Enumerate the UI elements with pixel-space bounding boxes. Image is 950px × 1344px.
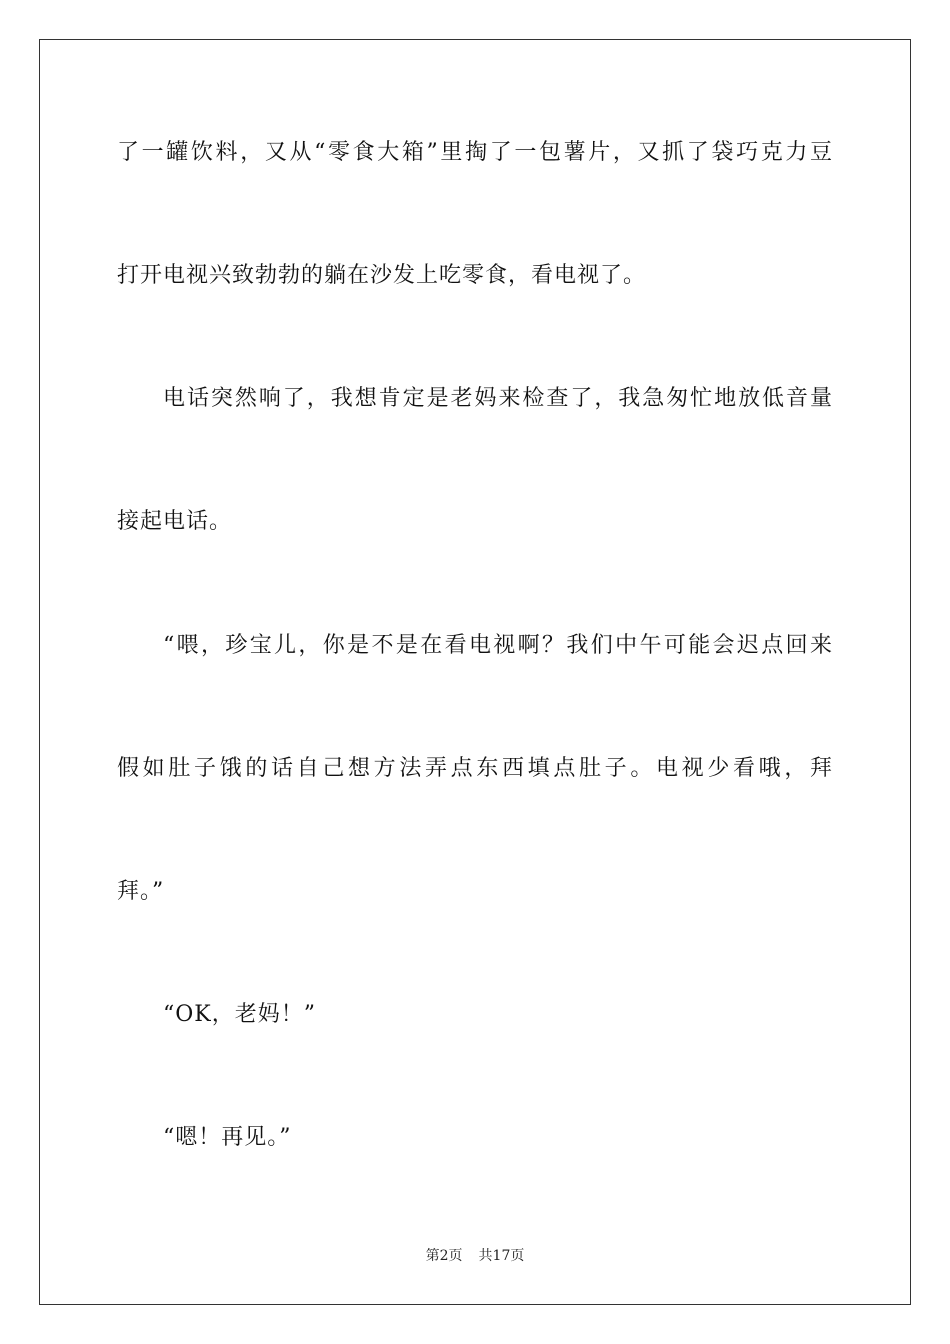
text-line-2: 打开电视兴致勃勃的躺在沙发上吃零食，看电视了。 (117, 263, 647, 288)
page-number: 第2页 (425, 1248, 463, 1264)
text-line-7: 拜。” (117, 879, 165, 904)
page-footer (0, 1247, 950, 1265)
text-line-8: “OK，老妈！” (163, 1002, 316, 1027)
page-border (39, 39, 911, 1305)
page-total: 共17页 (478, 1248, 525, 1264)
text-line-1: 了一罐饮料，又从“零食大箱”里掏了一包薯片，又抓了袋巧克力豆 (117, 140, 833, 165)
text-line-5: “喂，珍宝儿，你是不是在看电视啊？我们中午可能会迟点回来 (163, 633, 833, 658)
text-line-9: “嗯！再见。” (163, 1125, 292, 1150)
text-line-4: 接起电话。 (117, 509, 233, 534)
text-line-3: 电话突然响了，我想肯定是老妈来检查了，我急匆忙地放低音量 (163, 386, 833, 411)
text-line-6: 假如肚子饿的话自己想方法弄点东西填点肚子。电视少看哦，拜 (117, 756, 833, 781)
